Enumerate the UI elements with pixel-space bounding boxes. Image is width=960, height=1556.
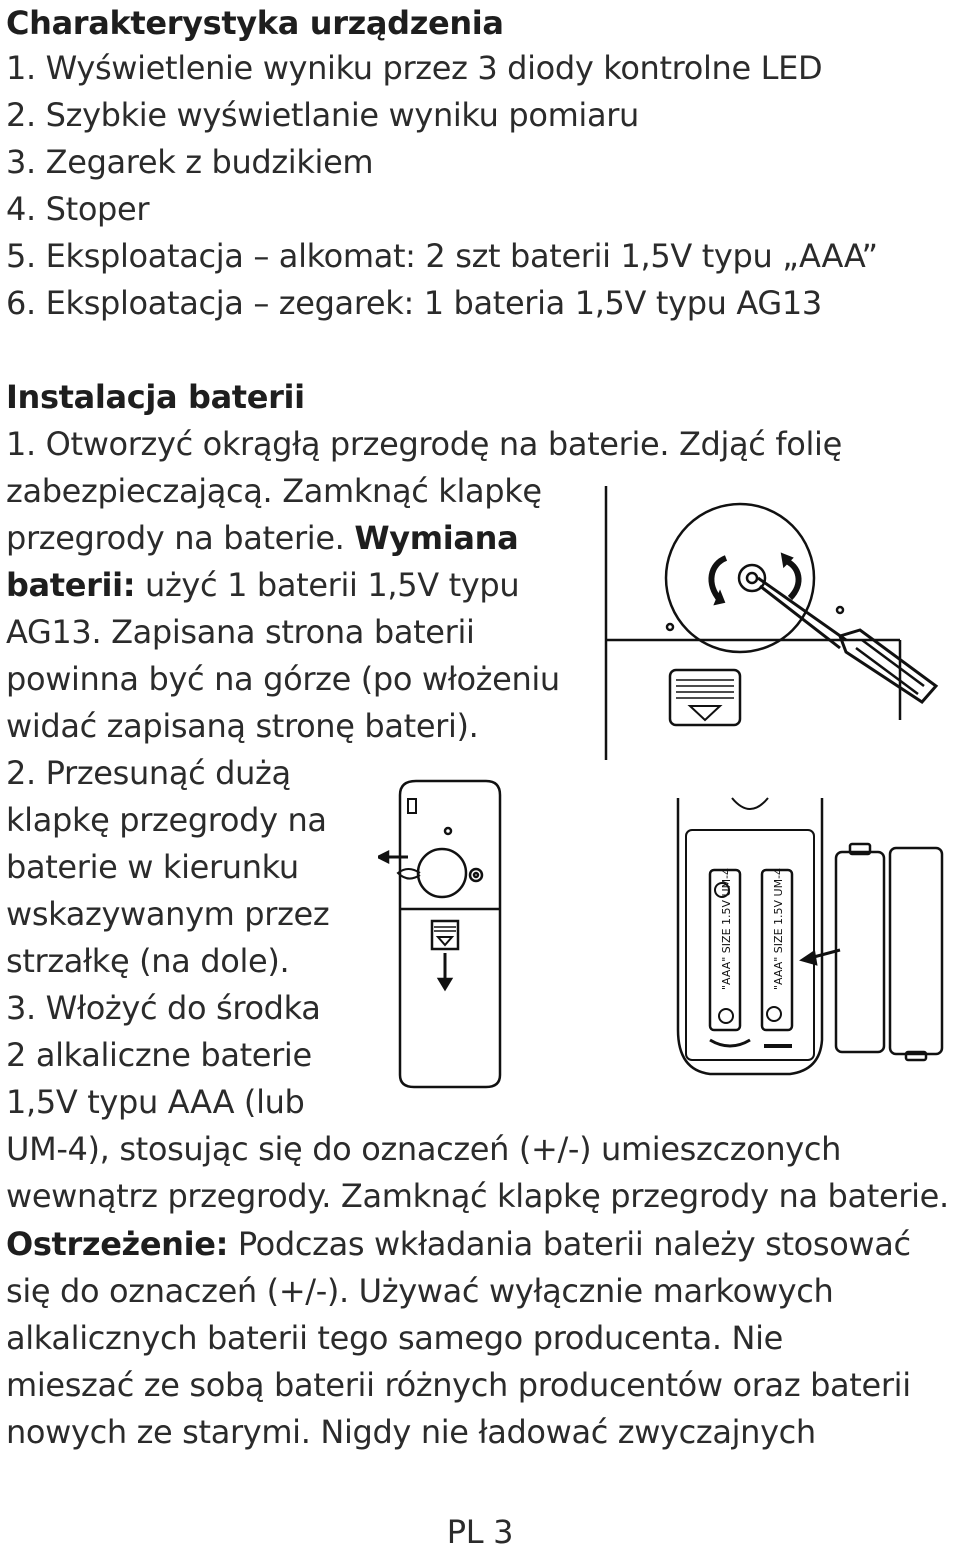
replacement-label: Wymiana — [354, 519, 519, 557]
step1-line — [6, 515, 518, 562]
step1-line: widać zapisaną stronę bateri). — [6, 707, 479, 745]
step2-line: baterie w kierunku — [6, 848, 299, 886]
arrow-down-icon — [439, 979, 451, 989]
plus-icon — [767, 1007, 781, 1021]
arrow-left-icon — [378, 852, 388, 862]
feature-item: 5. Eksploatacja – alkomat: 2 szt baterii 1,5V typu „AAA” — [6, 237, 878, 275]
step2-line: strzałkę (na dole). — [6, 942, 290, 980]
step1-line — [6, 562, 519, 609]
feature-item: 4. Stoper — [6, 190, 150, 228]
warning-line: mieszać ze sobą baterii różnych producentów oraz baterii — [6, 1366, 911, 1404]
battery-label: "AAA" SIZE 1.5V UM-4 — [772, 867, 785, 990]
feature-item: 1. Wyświetlenie wyniku przez 3 diody kontrolne LED — [6, 49, 823, 87]
figure-battery-compartment — [670, 790, 955, 1090]
step3-line: 3. Włożyć do środka — [6, 989, 321, 1027]
feature-item: 6. Eksploatacja – zegarek: 1 bateria 1,5V typu AG13 — [6, 284, 822, 322]
step2-line: klapkę przegrody na — [6, 801, 327, 839]
warning-label: Ostrzeżenie: — [6, 1225, 229, 1263]
warning-line: alkalicznych baterii tego samego producenta. Nie — [6, 1319, 783, 1357]
replacement-label: baterii: — [6, 566, 136, 604]
figure-device-sliding-cover — [378, 775, 518, 1095]
step1-line: zabezpieczającą. Zamknąć klapkę — [6, 472, 542, 510]
step3-line: 2 alkaliczne baterie — [6, 1036, 312, 1074]
step1-line: 1. Otworzyć okrągłą przegrodę na baterie. Zdjąć folię — [6, 425, 842, 463]
step2-line: wskazywanym przez — [6, 895, 330, 933]
step1-text: użyć 1 baterii 1,5V typu — [145, 566, 520, 604]
warning-line — [6, 1221, 911, 1268]
warning-line: się do oznaczeń (+/-). Używać wyłącznie markowych — [6, 1272, 834, 1310]
arrow-left-icon — [802, 952, 816, 964]
feature-item: 2. Szybkie wyświetlanie wyniku pomiaru — [6, 96, 639, 134]
minus-icon — [719, 1009, 733, 1023]
figure-coin-battery-cover — [600, 480, 945, 765]
page-number: PL 3 — [446, 1513, 514, 1551]
warning-text: Podczas wkładania baterii należy stosować — [237, 1225, 911, 1263]
triangle-icon — [690, 706, 720, 720]
step3-line: 1,5V typu AAA (lub — [6, 1083, 305, 1121]
step3-line: wewnątrz przegrody. Zamknąć klapkę przegrody na baterie. — [6, 1177, 949, 1215]
step1-text: przegrody na baterie. — [6, 519, 345, 557]
feature-item: 3. Zegarek z budzikiem — [6, 143, 374, 181]
step1-line: AG13. Zapisana strona baterii — [6, 613, 475, 651]
step2-line: 2. Przesunąć dużą — [6, 754, 291, 792]
step3-line: UM-4), stosując się do oznaczeń (+/-) umieszczonych — [6, 1130, 842, 1168]
features-heading: Charakterystyka urządzenia — [6, 4, 504, 42]
warning-line: nowych ze starymi. Nigdy nie ładować zwyczajnych — [6, 1413, 816, 1451]
battery-label: "AAA" SIZE 1.5V UM-4 — [720, 867, 733, 990]
installation-heading: Instalacja baterii — [6, 378, 305, 416]
step1-line: powinna być na górze (po włożeniu — [6, 660, 560, 698]
